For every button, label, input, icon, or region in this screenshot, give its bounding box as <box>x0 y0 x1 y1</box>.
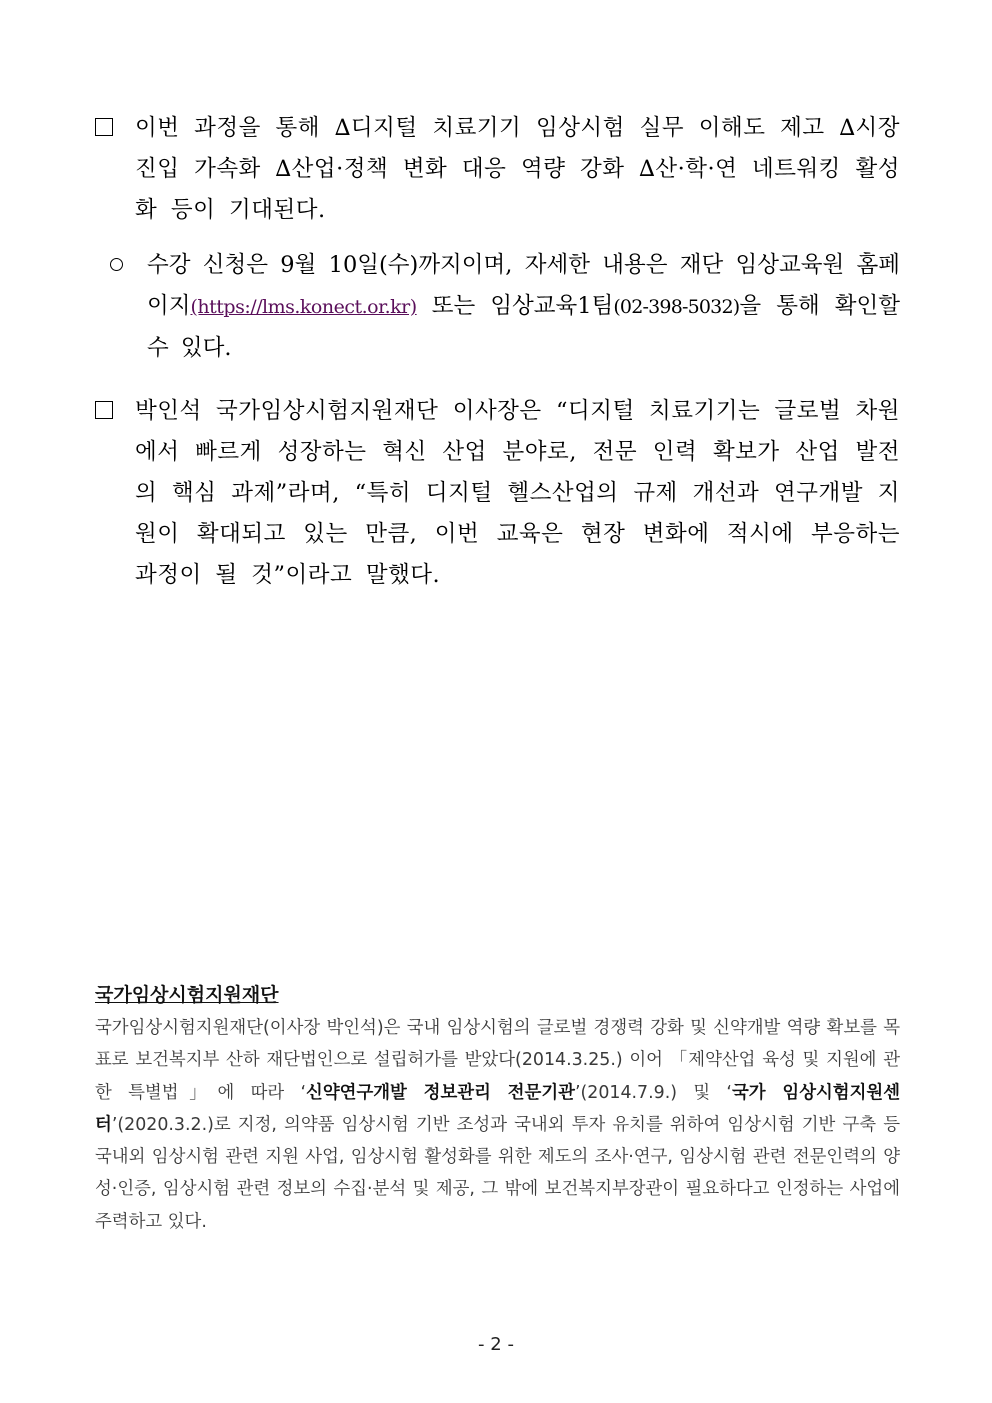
circle-bullet-icon <box>110 258 123 271</box>
about-bold-2: 국가 임상시험지원센터 <box>95 1082 901 1135</box>
about-body <box>95 1012 900 1238</box>
paragraph-expected-effects <box>95 108 900 231</box>
about-section <box>95 982 900 1238</box>
registration-text-1: 수강 신청은 9월 10일(수)까지이며, 자세한 내용은 재단 임상교육원 홈페이지 <box>147 252 900 319</box>
square-bullet-icon <box>95 118 113 136</box>
about-text-3: ’(2020.3.2.)로 지정, 의약품 임상시험 기반 조성과 국내외 투자 유치를 위하여 임상시험 기반 구축 등 국내외 임상시험 관련 지원 사업, 임상시험 활성화를 위한 제도의 조사·연구, 임상시험 관련 전문인력의 양성·인증, 임상시험 관련 정보의 수집·분석 및 제공, 그 밖에 보건복지부장관이 필요하다고 인정하는 사업에 주력하고 있다. <box>95 1114 900 1232</box>
registration-text-2: 또는 임상교육1팀 <box>416 293 614 319</box>
registration-text-3: 을 통해 확인할 수 있다. <box>147 293 900 361</box>
lms-link[interactable]: (https://lms.konect.or.kr) <box>190 296 417 318</box>
square-bullet-icon <box>95 401 113 419</box>
about-text-1: 국가임상시험지원재단(이사장 박인석)은 국내 임상시험의 글로벌 경쟁력 강화 및 신약개발 역량 확보를 목표로 보건복지부 산하 재단법인으로 설립허가를 받았다(2014.3.25.) 이어 「제약산업 육성 및 지원에 관한 특별법」에 따라 ‘ <box>95 1018 900 1103</box>
page-number: - 2 - <box>478 1334 514 1355</box>
paragraph-text: 박인석 국가임상시험지원재단 이사장은 “디지털 치료기기는 글로벌 차원에서 빠르게 성장하는 혁신 산업 분야로, 전문 인력 확보가 산업 발전의 핵심 과제”라며, “특히 디지털 헬스산업의 규제 개선과 연구개발 지원이 확대되고 있는 만큼, 이번 교육은 현장 변화에 적시에 부응하는 과정이 될 것”이라고 말했다. <box>135 398 900 588</box>
about-bold-1: 신약연구개발 정보관리 전문기관 <box>306 1082 575 1103</box>
paragraph-text: 이번 과정을 통해 ∆디지털 치료기기 임상시험 실무 이해도 제고 ∆시장 진입 가속화 ∆산업·정책 변화 대응 역량 강화 ∆산·학·연 네트워킹 활성화 등이 기대된다. <box>135 115 900 223</box>
about-text-2: ’(2014.7.9.) 및 ‘ <box>574 1082 732 1103</box>
paragraph-text <box>147 245 900 369</box>
paragraph-chairman-quote <box>95 391 900 596</box>
about-title: 국가임상시험지원재단 <box>95 984 279 1006</box>
phone-number: (02-398-5032) <box>613 296 740 318</box>
paragraph-registration <box>110 245 900 369</box>
